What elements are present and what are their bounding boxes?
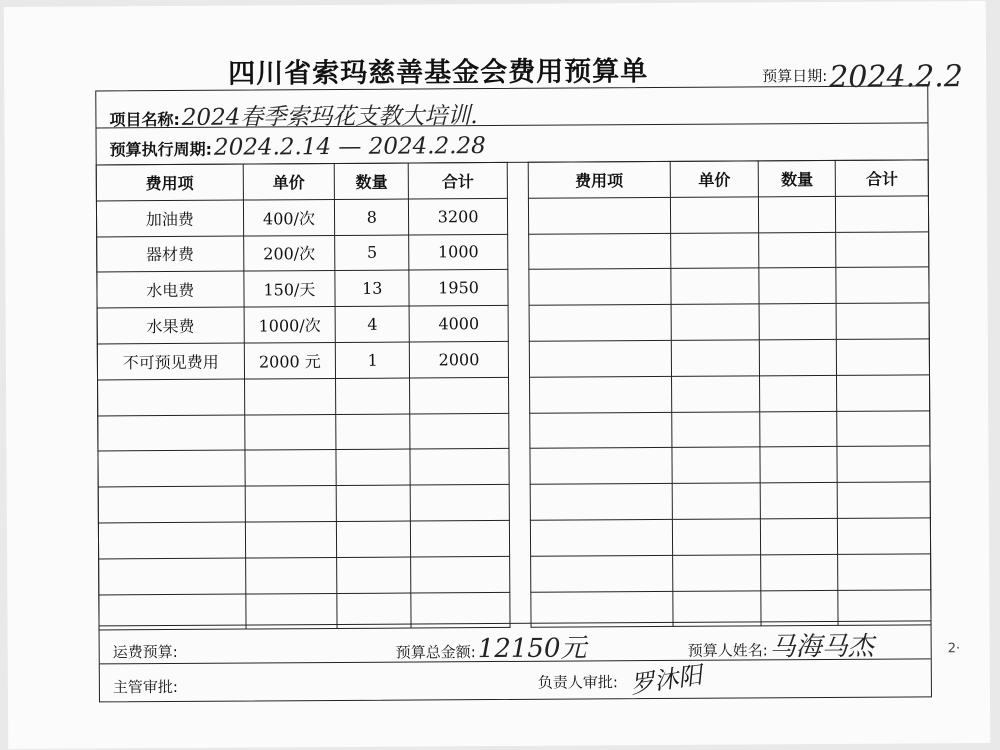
right-table-cell	[529, 305, 671, 342]
freight-budget	[113, 641, 178, 662]
left-table-cell	[98, 486, 245, 523]
left-table-cell	[410, 449, 509, 485]
left-table-cell: 3200	[409, 198, 508, 234]
left-table-cell: 4	[335, 306, 409, 342]
left-table-cell	[410, 485, 509, 521]
left-table-cell	[336, 378, 410, 414]
right-table-cell	[760, 375, 837, 411]
right-table-cell	[671, 411, 760, 447]
left-table-row	[98, 485, 509, 523]
right-table-cell	[759, 304, 836, 340]
left-expense-table	[96, 162, 511, 631]
right-table-cell	[530, 412, 672, 449]
left-table-cell: 150/天	[243, 271, 335, 307]
right-table-cell	[670, 197, 759, 233]
right-table-cell	[759, 196, 836, 232]
left-table-cell	[99, 558, 246, 595]
right-table-cell	[671, 376, 760, 412]
budget-date-label: 预算日期:	[762, 66, 828, 86]
right-table-row	[531, 554, 931, 592]
preparer-label: 预算人姓名:	[687, 641, 768, 660]
left-table-row	[97, 270, 508, 308]
right-table-cell	[531, 555, 673, 592]
right-table-cell	[761, 554, 838, 590]
right-table-cell	[671, 304, 760, 340]
right-header-cell: 数量	[759, 160, 836, 196]
right-expense-table	[528, 159, 932, 628]
budget-date-value: 2024.2.2	[829, 59, 963, 95]
left-table-cell	[410, 377, 509, 413]
left-table-cell: 水果费	[97, 307, 244, 344]
left-table-cell	[337, 557, 411, 593]
right-table-row	[530, 482, 930, 520]
supervisor-label: 主管审批:	[112, 677, 179, 697]
left-table-row	[98, 413, 509, 451]
right-table-row	[528, 196, 928, 234]
total-label: 预算总金额:	[395, 643, 476, 662]
left-table-row	[97, 341, 508, 379]
right-table-cell	[761, 518, 838, 554]
left-table-cell	[244, 450, 336, 486]
left-table-cell: 5	[335, 235, 409, 271]
right-table-cell	[759, 268, 836, 304]
left-table-cell	[336, 414, 410, 450]
left-table-cell	[98, 450, 245, 487]
right-table-cell	[836, 267, 929, 303]
right-table-cell	[529, 340, 671, 377]
left-table-cell: 器材费	[97, 236, 244, 273]
right-table-row	[530, 518, 930, 556]
freight-label: 运费预算:	[112, 642, 178, 662]
left-table-cell	[244, 414, 336, 450]
left-table-cell	[245, 521, 337, 557]
left-table-cell: 1	[336, 342, 410, 378]
left-table-cell	[410, 413, 509, 449]
right-table-cell	[530, 484, 672, 521]
right-header-cell: 费用项	[528, 161, 670, 198]
period-label: 预算执行周期:	[109, 139, 213, 160]
right-table-cell	[529, 233, 671, 270]
right-table-cell	[761, 483, 838, 519]
left-table-cell	[336, 449, 410, 485]
supervisor-approval	[113, 676, 178, 697]
period-field	[110, 133, 486, 161]
left-table-cell	[98, 522, 245, 559]
right-table-cell	[528, 197, 670, 234]
right-table-cell	[672, 483, 761, 519]
right-table-cell	[837, 375, 930, 411]
left-table-cell: 加油费	[96, 200, 243, 237]
right-table-row	[530, 446, 930, 484]
left-table-cell	[98, 415, 245, 452]
right-table-row	[529, 267, 929, 305]
left-table-cell: 2000	[409, 341, 508, 377]
right-table-row	[529, 303, 929, 341]
left-table-row	[98, 377, 509, 415]
left-table-cell: 8	[335, 199, 409, 235]
left-header-cell: 合计	[408, 162, 507, 198]
right-table-cell	[838, 518, 931, 554]
right-table-cell	[530, 519, 672, 556]
left-table-cell: 1000	[409, 234, 508, 270]
left-table-cell: 2000 元	[244, 342, 336, 378]
left-header-cell: 单价	[243, 163, 335, 199]
left-table-cell: 1000/次	[244, 307, 336, 343]
budget-sheet	[4, 1, 991, 749]
right-table-cell	[530, 376, 672, 413]
right-table-cell	[670, 232, 759, 268]
left-table-row	[98, 449, 509, 487]
right-table-cell	[837, 410, 930, 446]
left-table-cell	[337, 521, 411, 557]
right-table-row	[529, 231, 929, 269]
right-table-cell	[836, 303, 929, 339]
right-header-cell: 单价	[670, 161, 759, 197]
responsible-label: 负责人审批:	[537, 673, 618, 692]
period-value: 2024.2.14 — 2024.2.28	[213, 133, 486, 161]
left-table-cell: 不可预见费用	[97, 343, 244, 380]
right-table-cell	[837, 446, 930, 482]
right-table-cell	[671, 340, 760, 376]
left-table-cell	[411, 556, 510, 592]
left-table-cell: 1950	[409, 270, 508, 306]
left-table-cell	[245, 557, 337, 593]
left-table-row	[98, 520, 509, 558]
left-header-cell: 数量	[335, 163, 409, 199]
right-table-cell	[672, 519, 761, 555]
right-table-cell	[836, 196, 929, 232]
responsible-signature: 罗沐阳	[628, 660, 704, 700]
right-table-cell	[760, 339, 837, 375]
project-name-label: 项目名称:	[109, 109, 180, 130]
responsible-approval	[538, 671, 618, 692]
preparer-value: 马海马杰	[769, 631, 874, 663]
left-table-cell: 200/次	[243, 235, 335, 271]
right-table-cell	[836, 231, 929, 267]
left-header-cell: 费用项	[96, 164, 243, 201]
right-table-cell	[838, 554, 931, 590]
right-table-cell	[837, 482, 930, 518]
left-table-cell: 水电费	[97, 271, 244, 308]
right-table-cell	[836, 339, 929, 375]
form-frame	[95, 85, 932, 702]
right-table-cell	[529, 269, 671, 306]
total-value: 12150元	[477, 633, 587, 665]
left-table-cell	[245, 486, 337, 522]
left-table-row	[99, 556, 510, 594]
left-table-cell	[337, 485, 411, 521]
right-table-cell	[672, 447, 761, 483]
left-table-cell	[244, 378, 336, 414]
left-table-row	[97, 306, 508, 344]
left-table-cell	[98, 379, 245, 416]
left-table-cell: 13	[335, 270, 409, 306]
document-title: 四川省索玛慈善基金会费用预算单	[228, 56, 649, 90]
right-table-cell	[670, 268, 759, 304]
left-table-row	[97, 234, 508, 272]
left-table-cell: 400/次	[243, 199, 335, 235]
left-table-row	[96, 198, 507, 236]
left-table-cell	[411, 520, 510, 556]
side-mark: 2·	[947, 641, 961, 657]
right-header-cell: 合计	[835, 160, 928, 196]
right-table-row	[530, 375, 930, 413]
right-table-cell	[760, 447, 837, 483]
left-table-cell: 4000	[409, 306, 508, 342]
right-table-cell	[672, 555, 761, 591]
right-table-row	[530, 410, 930, 448]
right-table-cell	[530, 448, 672, 485]
budget-date	[762, 53, 963, 95]
right-table-row	[529, 339, 929, 377]
project-name-value: 2024春季索玛花支教大培训.	[181, 103, 478, 131]
right-table-cell	[759, 232, 836, 268]
right-table-cell	[760, 411, 837, 447]
